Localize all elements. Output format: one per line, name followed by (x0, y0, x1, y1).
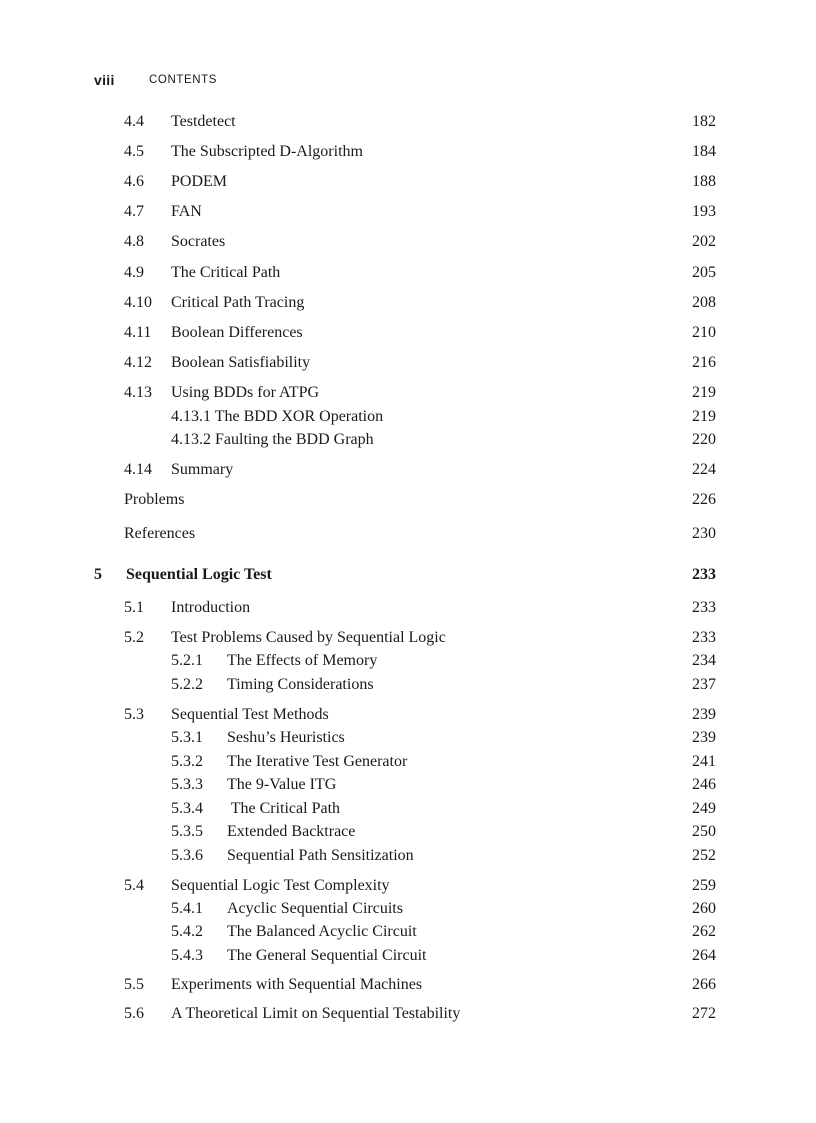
section-title: Testdetect (171, 113, 236, 130)
subsection-title: Extended Backtrace (227, 823, 356, 840)
section-number: 4.6 (124, 173, 144, 190)
subsection-number: 5.3.5 (171, 823, 203, 840)
page-ref: 202 (692, 233, 716, 250)
page-ref: 205 (692, 264, 716, 281)
subsection-title: 4.13.2 Faulting the BDD Graph (171, 431, 374, 448)
subsection-title: The General Sequential Circuit (227, 947, 427, 964)
subsection-number: 5.4.3 (171, 947, 203, 964)
section-title: Boolean Differences (171, 324, 303, 341)
section-number: 4.8 (124, 233, 144, 250)
page-ref: 259 (692, 877, 716, 894)
section-title: PODEM (171, 173, 228, 190)
section-title: Critical Path Tracing (171, 294, 305, 311)
subsection-title: Sequential Path Sensitization (227, 847, 414, 864)
section-title: A Theoretical Limit on Sequential Testability (171, 1005, 461, 1022)
section-title: Experiments with Sequential Machines (171, 976, 423, 993)
section-title: FAN (171, 203, 202, 220)
section-title: Problems (124, 491, 185, 508)
page-number: viii (94, 72, 115, 88)
section-number: 4.10 (124, 294, 152, 311)
page-ref: 250 (692, 823, 716, 840)
page-ref: 246 (692, 776, 716, 793)
subsection-title: The Iterative Test Generator (227, 753, 408, 770)
page-ref: 210 (692, 324, 716, 341)
section-number: 4.7 (124, 203, 144, 220)
page-ref: 188 (692, 173, 716, 190)
section-title: Socrates (171, 233, 226, 250)
subsection-title: The 9-Value ITG (227, 776, 337, 793)
section-number: 4.12 (124, 354, 152, 371)
page-ref: 219 (692, 408, 716, 425)
section-number: 5.2 (124, 629, 144, 646)
page-ref: 208 (692, 294, 716, 311)
subsection-number: 5.3.1 (171, 729, 203, 746)
subsection-title: Timing Considerations (227, 676, 374, 693)
section-number: 5.6 (124, 1005, 144, 1022)
running-head: CONTENTS (149, 74, 218, 86)
section-title: Boolean Satisfiability (171, 354, 311, 371)
page-ref: 262 (692, 923, 716, 940)
section-number: 4.5 (124, 143, 144, 160)
subsection-number: 5.4.2 (171, 923, 203, 940)
section-number: 4.4 (124, 113, 144, 130)
page-ref: 260 (692, 900, 716, 917)
section-title: Sequential Test Methods (171, 706, 329, 723)
subsection-number: 5.3.6 (171, 847, 203, 864)
subsection-number: 5.4.1 (171, 900, 203, 917)
page-ref: 239 (692, 729, 716, 746)
page-ref: 224 (692, 461, 716, 478)
page-ref: 233 (692, 566, 716, 583)
page-ref: 193 (692, 203, 716, 220)
page-ref: 216 (692, 354, 716, 371)
section-title: The Subscripted D-Algorithm (171, 143, 363, 160)
section-number: 5.5 (124, 976, 144, 993)
section-title: Sequential Logic Test Complexity (171, 877, 390, 894)
section-title: References (124, 525, 196, 542)
page-ref: 226 (692, 491, 716, 508)
page-ref: 252 (692, 847, 716, 864)
section-number: 4.9 (124, 264, 144, 281)
subsection-number: 5.2.2 (171, 676, 203, 693)
section-number: 5.4 (124, 877, 144, 894)
page-ref: 239 (692, 706, 716, 723)
section-title: Test Problems Caused by Sequential Logic (171, 629, 446, 646)
subsection-number: 5.2.1 (171, 652, 203, 669)
page-ref: 230 (692, 525, 716, 542)
subsection-number: 5.3.3 (171, 776, 203, 793)
section-title: Using BDDs for ATPG (171, 384, 320, 401)
page-ref: 233 (692, 629, 716, 646)
page-ref: 234 (692, 652, 716, 669)
page-ref: 182 (692, 113, 716, 130)
subsection-title: The Critical Path (227, 800, 341, 817)
subsection-title: 4.13.1 The BDD XOR Operation (171, 408, 384, 425)
page-ref: 272 (692, 1005, 716, 1022)
subsection-title: Acyclic Sequential Circuits (227, 900, 403, 917)
chapter-number: 5 (94, 566, 102, 583)
page-ref: 219 (692, 384, 716, 401)
page-ref: 184 (692, 143, 716, 160)
section-number: 4.14 (124, 461, 152, 478)
page-ref: 241 (692, 753, 716, 770)
page-ref: 249 (692, 800, 716, 817)
subsection-number: 5.3.4 (171, 800, 203, 817)
subsection-number: 5.3.2 (171, 753, 203, 770)
section-title: The Critical Path (171, 264, 281, 281)
subsection-title: The Balanced Acyclic Circuit (227, 923, 417, 940)
subsection-title: Seshu’s Heuristics (227, 729, 345, 746)
section-number: 5.3 (124, 706, 144, 723)
page-ref: 237 (692, 676, 716, 693)
subsection-title: The Effects of Memory (227, 652, 378, 669)
section-title: Introduction (171, 599, 251, 616)
page-ref: 264 (692, 947, 716, 964)
chapter-title: Sequential Logic Test (126, 566, 272, 583)
page-ref: 220 (692, 431, 716, 448)
section-title: Summary (171, 461, 234, 478)
page-ref: 233 (692, 599, 716, 616)
section-number: 5.1 (124, 599, 144, 616)
page-ref: 266 (692, 976, 716, 993)
section-number: 4.13 (124, 384, 152, 401)
section-number: 4.11 (124, 324, 152, 341)
